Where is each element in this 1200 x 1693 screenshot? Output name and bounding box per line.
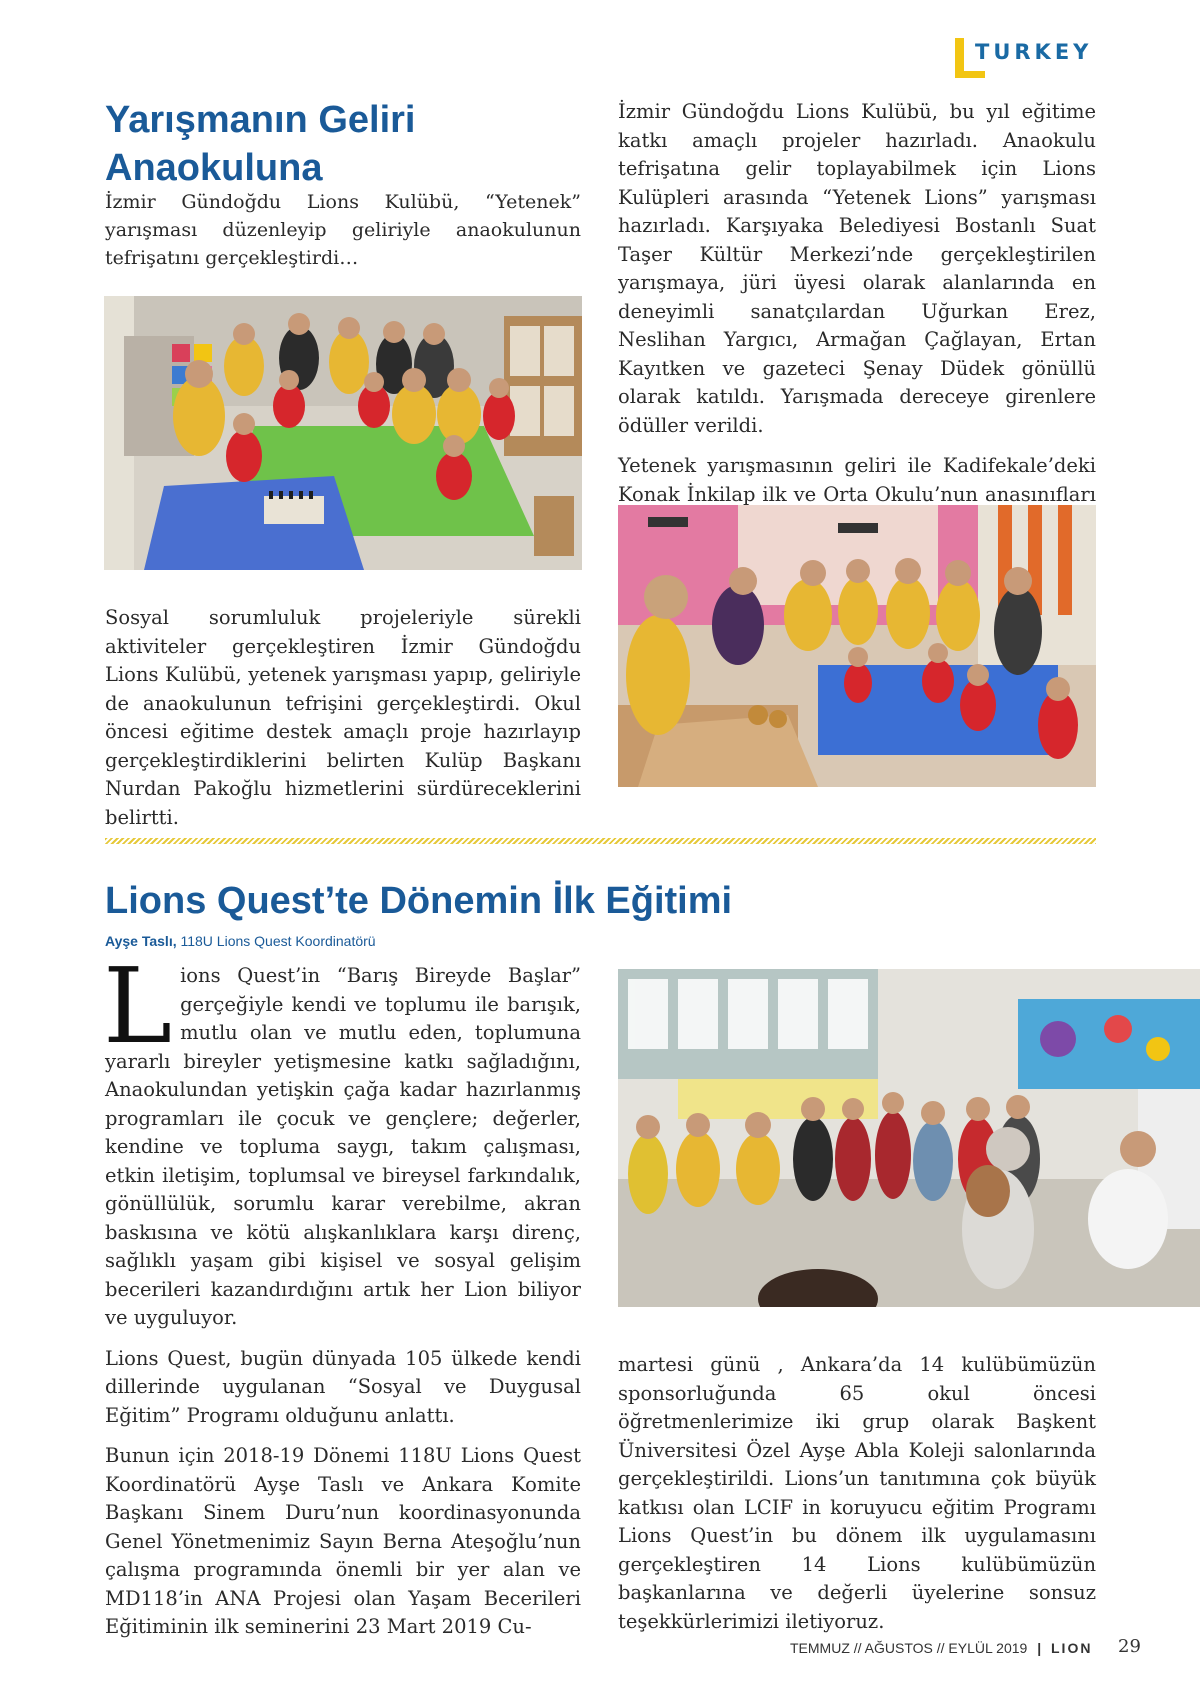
- author-name: Ayşe Taslı,: [105, 933, 177, 949]
- section-divider: [105, 838, 1096, 844]
- article1-left-text: Sosyal sorumluluk projeleriyle sürekli aktiviteler gerçekleştiren İzmir Gündoğdu Lions Kulübü, yetenek yarışması yapıp, geliriyle de anaokulunun tefrişini gerçekleştirdi. Okul öncesi eğitime destek amaçlı proje hazırlayıp gerçekleştirdiklerini belirten Kulüp Başkanı Nurdan Pakoğlu hizmetlerini sürdüreceklerini belirtti.: [105, 606, 581, 829]
- article2-left-column: [103, 945, 581, 1654]
- page-number: 29: [1118, 1636, 1141, 1657]
- seminar-circle-photo: [618, 969, 1200, 1307]
- page-footer: [790, 1640, 1092, 1656]
- article1-lead: İzmir Gündoğdu Lions Kulübü, “Yetenek” yarışması düzenleyip geliriyle anaokulunun tefrişatını gerçekleştirdi…: [105, 191, 581, 269]
- article1-left-paragraph: [105, 604, 581, 844]
- author-role: 118U Lions Quest Koordinatörü: [180, 933, 376, 949]
- article2-para-3: Bunun için 2018-19 Dönemi 118U Lions Quest Koordinatörü Ayşe Taslı ve Ankara Komite Başkanı Sinem Duru’nun koordinasyonunda Genel Yönetmenimiz Sayın Berna Ateşoğlu’nun çalışma programında önemli bir yer alan ve MD118’in ANA Projesi olan Yaşam Becerileri Eğitiminin ilk seminerini 23 Mart 2019 Cu-: [105, 1444, 581, 1638]
- article1-right-para-1: İzmir Gündoğdu Lions Kulübü, bu yıl eğitime katkı amaçlı projeler hazırladı. Anaokulu tefrişatına gelir toplayabilmek için Lions Kulüpleri arasında “Yetenek Lions” yarışması hazırladı. Karşıyaka Belediyesi Bostanlı Suat Taşer Kültür Merkezi’nde gerçekleştirilen yarışmaya, jüri üyesi olarak alanlarında en deneyimli sanatçılardan Uğurkan Erez, Neslihan Yargıcı, Armağan Çağlayan, Ertan Kayıtken ve gazeteci Şenay Düdek gönüllü olarak katıldı. Yarışmada dereceye girenlere ödüller verildi.: [618, 100, 1096, 437]
- brand-l-foot: [955, 71, 985, 78]
- article2-para-1: [103, 945, 581, 1333]
- footer-separator: |: [1037, 1640, 1042, 1656]
- article2-title: Lions Quest’te Dönemin İlk Eğitimi: [105, 880, 733, 922]
- article2-right-column: [618, 1351, 1096, 1648]
- classroom-chess-photo: [104, 296, 582, 570]
- article2-para-2: Lions Quest, bugün dünyada 105 ülkede kendi dillerinde uygulanan “Sosyal ve Duygusal Eğitim” Programı olduğunu anlattı.: [105, 1346, 581, 1427]
- magazine-name: LION: [1051, 1640, 1093, 1656]
- article2-right-para: martesi günü , Ankara’da 14 kulübümüzün sponsorluğunda 65 okul öncesi öğretmenlerimize iki grup olarak Başkent Üniversitesi Özel Ayşe Abla Koleji salonlarında gerçekleştirildi. Lions’un tanıtımına çok büyük katkısı olan LCIF in koruyucu eğitim Programı Lions Quest’in bu dönem ilk uygulamasını gerçekleştiren 14 Lions kulübümüzün başkanlarına ve değerli üyelerine sonsuz teşekkürlerimizi iletiyoruz.: [618, 1353, 1096, 1633]
- brand-word: TURKEY: [975, 40, 1093, 64]
- drop-cap: L: [103, 945, 173, 1067]
- article1-right-para-2: Yetenek yarışmasının geliri ile Kadifekale’deki Konak İnkilap ilk ve Orta Okulu’nun anasınıfları: [618, 454, 1096, 506]
- article1-title: Yarışmanın Geliri Anaokuluna: [105, 99, 416, 189]
- classroom-volunteers-photo: [618, 505, 1096, 787]
- issue-date: TEMMUZ // AĞUSTOS // EYLÜL 2019: [790, 1640, 1028, 1656]
- article2-para-1-text: ions Quest’in “Barış Bireyde Başlar” gerçeğiyle kendi ve toplumu ile barışık, mutlu olan ve mutlu eden, toplumuna yararlı bireyler yetişmesine katkı sağladığını, Anaokulundan yetişkin çağa kadar hazırlanmış programları ile çocuk ve gençlere; değerler, kendine ve topluma saygı, takım çalışması, etkin iletişim, toplumsal ve bireysel farkındalık, gönüllülük, sorumlu karar verebilme, akran baskısına ve kötü alışkanlıklara karşı direnç, sağlıklı yaşam gibi kişisel ve sosyal gelişim becerileri kazandırdığını artık her Lion biliyor ve uyguluyor.: [105, 964, 581, 1329]
